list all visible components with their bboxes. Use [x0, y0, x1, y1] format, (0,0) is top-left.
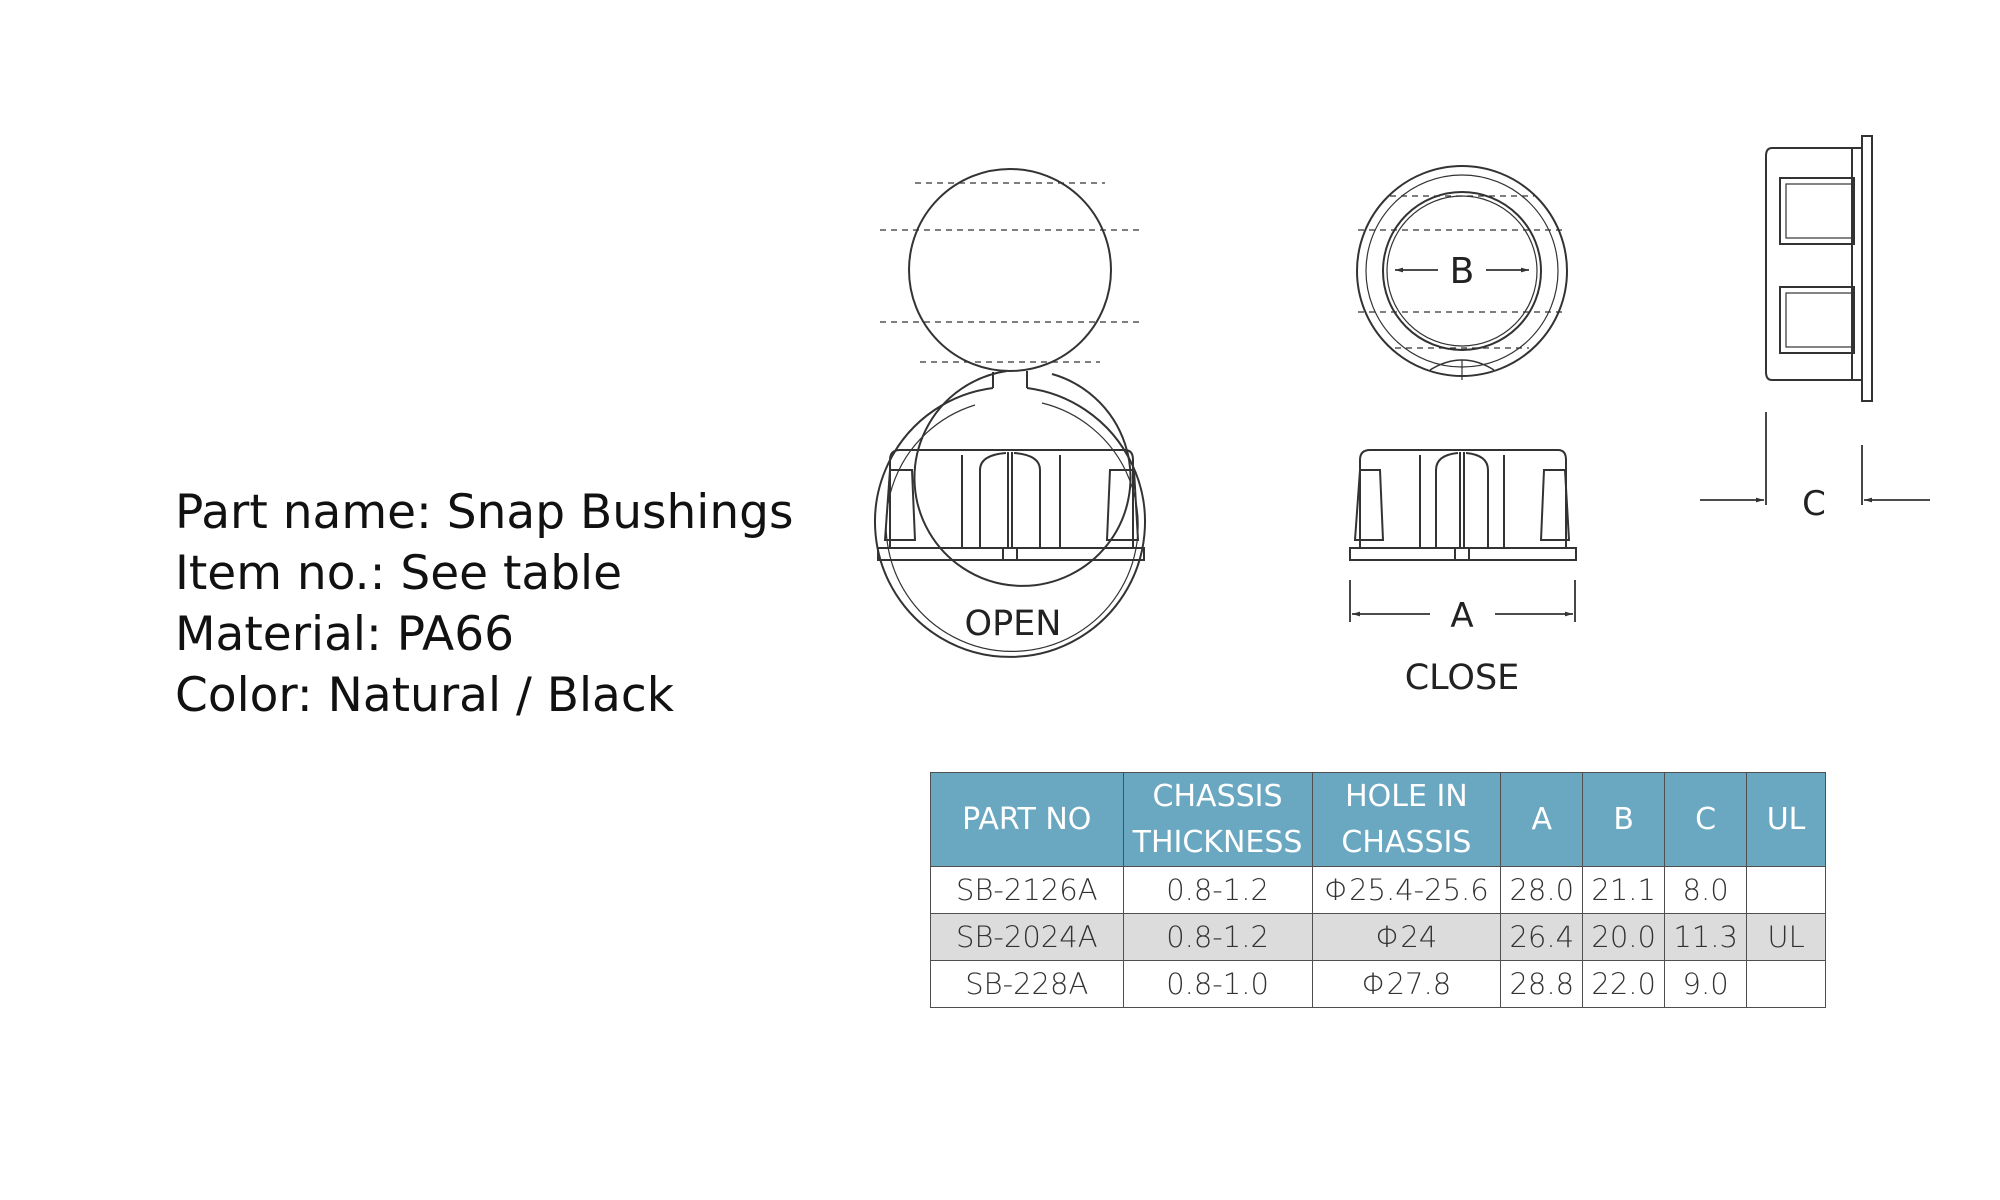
header-hole-in-chassis: HOLE IN CHASSIS [1312, 773, 1501, 867]
header-a: A [1501, 773, 1583, 867]
open-ring-top-view [875, 169, 1145, 657]
spec-table [930, 772, 1826, 1008]
dim-a-label: A [1450, 596, 1474, 636]
cell-c: 9.0 [1665, 961, 1747, 1008]
bushing-profile-view [1766, 136, 1872, 401]
cell-hole: Φ25.4-25.6 [1312, 867, 1501, 914]
cell-c: 11.3 [1665, 914, 1747, 961]
header-part-no: PART NO [931, 773, 1124, 867]
dim-b-label: B [1449, 251, 1475, 292]
cell-a: 26.4 [1501, 914, 1583, 961]
cell-ul: UL [1747, 914, 1826, 961]
header-chassis-thickness: CHASSIS THICKNESS [1123, 773, 1312, 867]
info-color: Color: Natural / Black [175, 668, 674, 723]
cell-thickness: 0.8-1.2 [1123, 914, 1312, 961]
cell-part-no: SB-2126A [931, 867, 1124, 914]
info-item-no: Item no.: See table [175, 546, 623, 601]
cell-ul [1747, 867, 1826, 914]
cell-b: 21.1 [1583, 867, 1665, 914]
info-material: Material: PA66 [175, 607, 515, 662]
header-c: C [1665, 773, 1747, 867]
cell-part-no: SB-2024A [931, 914, 1124, 961]
cell-b: 22.0 [1583, 961, 1665, 1008]
cell-a: 28.8 [1501, 961, 1583, 1008]
cell-thickness: 0.8-1.0 [1123, 961, 1312, 1008]
close-label: CLOSE [1404, 658, 1520, 698]
cell-b: 20.0 [1583, 914, 1665, 961]
header-b: B [1583, 773, 1665, 867]
cell-ul [1747, 961, 1826, 1008]
table-row [931, 961, 1826, 1008]
cell-hole: Φ24 [1312, 914, 1501, 961]
cell-c: 8.0 [1665, 867, 1747, 914]
cell-hole: Φ27.8 [1312, 961, 1501, 1008]
open-label: OPEN [964, 604, 1062, 644]
cell-thickness: 0.8-1.2 [1123, 867, 1312, 914]
cell-part-no: SB-228A [931, 961, 1124, 1008]
table-row [931, 867, 1826, 914]
header-ul: UL [1747, 773, 1826, 867]
dim-c-label: C [1802, 484, 1826, 524]
table-row [931, 914, 1826, 961]
info-part-name: Part name: Snap Bushings [175, 485, 794, 540]
table-header-row [931, 773, 1826, 867]
cell-a: 28.0 [1501, 867, 1583, 914]
close-bushing-side-view [1350, 450, 1576, 560]
